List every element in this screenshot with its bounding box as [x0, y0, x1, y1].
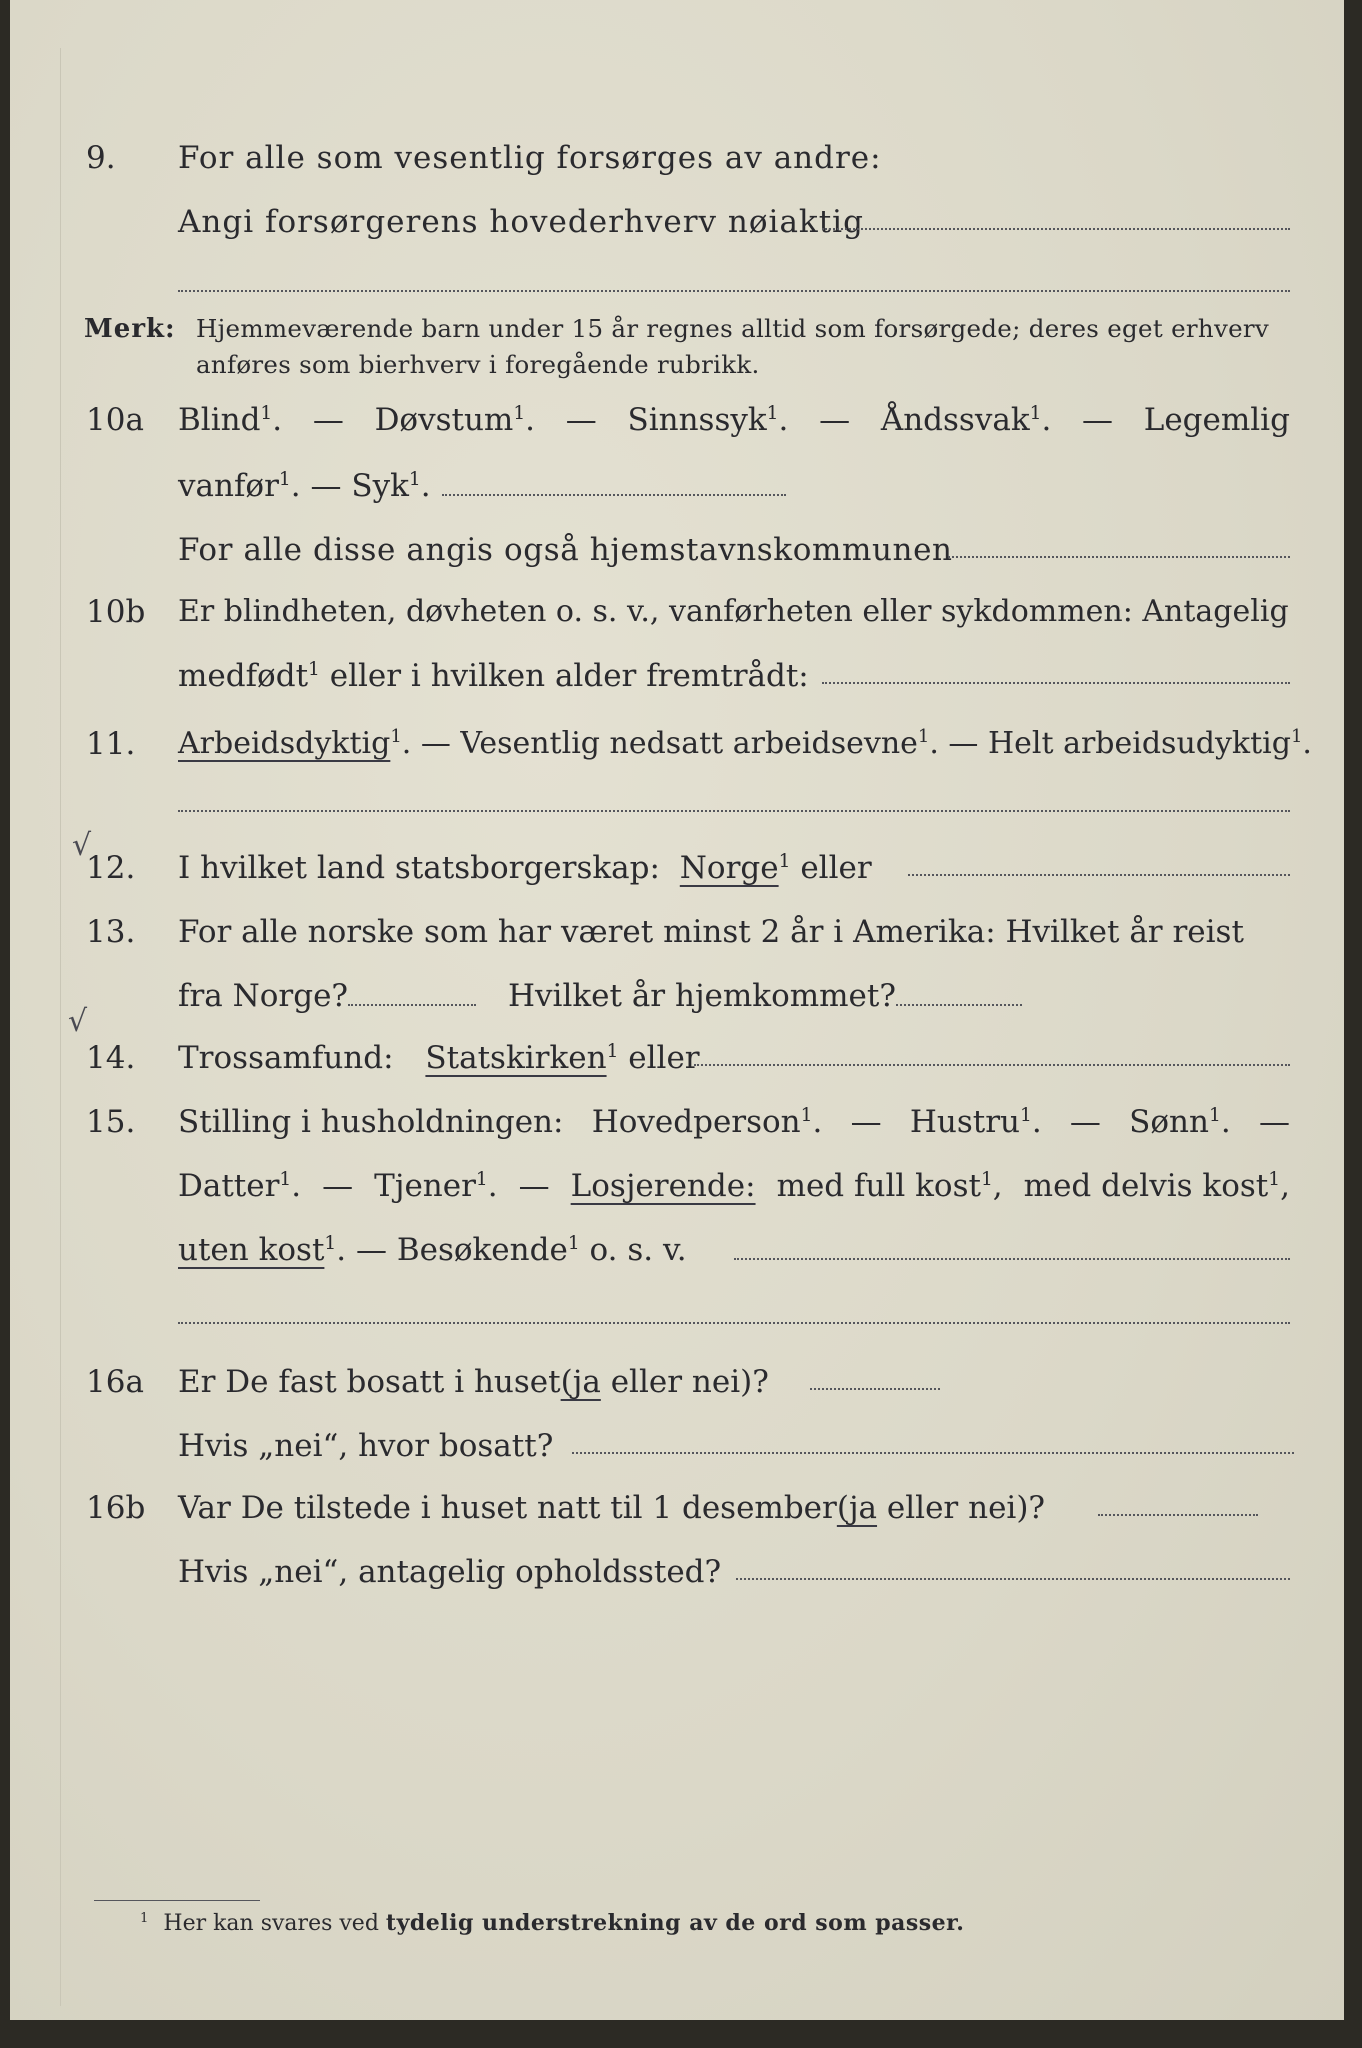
- q15-uten-kost-option[interactable]: uten kost: [178, 1232, 325, 1268]
- q14-statskirken-option[interactable]: Statskirken: [425, 1040, 607, 1076]
- q15-answer-line[interactable]: [734, 1258, 1290, 1260]
- census-form-page: [10, 0, 1344, 2020]
- q10a-line3: For alle disse angis også hjemstavnskommunen: [178, 532, 953, 568]
- q13-hjemkommet: Hvilket år hjemkommet?: [508, 978, 896, 1014]
- q10a-sinnssyk-option[interactable]: Sinnssyk$^1$.: [627, 402, 789, 438]
- q13-line1: For alle norske som har været minst 2 år i Amerika: Hvilket år reist: [178, 914, 1244, 950]
- q10a-line1: Blind$^1$. — Døvstum$^1$. — Sinnssyk$^1$. — Åndssvak$^1$. — Legemlig: [178, 402, 1290, 438]
- q16b-line2: Hvis „nei“, antagelig opholdssted?: [178, 1554, 722, 1590]
- merk-line2: anføres som bierhverv i foregående rubrikk.: [196, 350, 760, 379]
- q15-line3: uten kost$^1$. — Besøkende$^1$ o. s. v.: [178, 1232, 687, 1268]
- q9-line2: Angi forsørgerens hovederhverv nøiaktig: [178, 204, 864, 240]
- q13-hjem-answer-line[interactable]: [896, 1004, 1022, 1006]
- q15-hovedperson-option[interactable]: Hovedperson$^1$.: [591, 1104, 823, 1140]
- q10a-line2: vanfør$^1$. — Syk$^1$.: [178, 468, 431, 504]
- q10b-answer-line[interactable]: [822, 682, 1290, 684]
- q16b-line1: Var De tilstede i huset natt til 1 desember(ja eller nei)?: [178, 1490, 1046, 1526]
- q14-answer-line[interactable]: [694, 1064, 1290, 1066]
- q16a-number: 16a: [86, 1364, 144, 1400]
- q10a-dovstum-option[interactable]: Døvstum$^1$.: [374, 402, 536, 438]
- q14-line: Trossamfund: Statskirken$^1$ eller: [178, 1040, 700, 1076]
- q15-hustru-option[interactable]: Hustru$^1$.: [909, 1104, 1042, 1140]
- q9-line1: For alle som vesentlig forsørges av andre:: [178, 140, 882, 176]
- q15-datter-option[interactable]: Datter$^1$.: [178, 1168, 302, 1204]
- q15-number: 15.: [86, 1104, 136, 1140]
- q16b-ja-option[interactable]: (ja: [836, 1490, 878, 1526]
- q10a-number: 10a: [86, 402, 144, 438]
- q10b-number: 10b: [86, 594, 146, 630]
- footnote: $^1$ Her kan svares ved tydelig understrekning av de ord som passer.: [140, 1910, 965, 1936]
- q10a-andssvak-option[interactable]: Åndssvak$^1$.: [880, 402, 1052, 438]
- q16a-line2: Hvis „nei“, hvor bosatt?: [178, 1428, 554, 1464]
- q16a-line1: Er De fast bosatt i huset(ja eller nei)?: [178, 1364, 769, 1400]
- q12-line: I hvilket land statsborgerskap: Norge$^1$ eller: [178, 850, 872, 886]
- q15-tjener-option[interactable]: Tjener$^1$.: [374, 1168, 498, 1204]
- q11-arbeidsdyktig-option[interactable]: Arbeidsdyktig: [178, 726, 391, 761]
- q15-besokende-option[interactable]: Besøkende$^1$: [396, 1232, 580, 1268]
- q16a-ja-option[interactable]: (ja: [560, 1364, 601, 1400]
- q11-udyktig-option[interactable]: Helt arbeidsudyktig$^1$: [987, 726, 1303, 761]
- q16b-opholdssted-answer-line[interactable]: [736, 1578, 1290, 1580]
- q15-full-kost-option[interactable]: med full kost$^1$,: [776, 1168, 1003, 1204]
- q14-number: 14.: [86, 1040, 136, 1076]
- q16b-number: 16b: [86, 1490, 146, 1526]
- q15-line1: Stilling i husholdningen: Hovedperson$^1$. — Hustru$^1$. — Sønn$^1$. —: [178, 1104, 1290, 1140]
- q16a-bosatt-answer-line[interactable]: [572, 1452, 1294, 1454]
- q11-nedsatt-option[interactable]: Vesentlig nedsatt arbeidsevne$^1$: [460, 726, 930, 761]
- checkmark-icon: √: [68, 1004, 88, 1039]
- checkmark-icon: √: [72, 828, 92, 863]
- merk-label: Merk:: [84, 314, 176, 344]
- merk-line1: Hjemmeværende barn under 15 år regnes alltid som forsørgede; deres eget erhverv: [196, 314, 1270, 343]
- q9-number: 9.: [86, 140, 116, 176]
- footnote-rule: [94, 1900, 260, 1901]
- q12-number: 12.: [86, 850, 136, 886]
- q10a-vanfor-option[interactable]: vanfør$^1$.: [178, 468, 301, 504]
- q16a-answer-line[interactable]: [810, 1388, 940, 1390]
- q9-answer-line-2[interactable]: [178, 290, 1290, 292]
- q15-answer-line-2[interactable]: [178, 1322, 1290, 1324]
- q10a-legemlig-text: Legemlig: [1143, 402, 1290, 438]
- q10a-syk-option[interactable]: Syk$^1$.: [351, 468, 431, 504]
- q13-fra-norge: fra Norge?: [178, 978, 349, 1014]
- q12-answer-line[interactable]: [908, 874, 1290, 876]
- q10b-medfodt-option[interactable]: medfødt$^1$: [178, 658, 320, 694]
- q15-losjerende-option[interactable]: Losjerende:: [570, 1168, 756, 1204]
- q9-answer-line[interactable]: [822, 228, 1290, 230]
- q15-sonn-option[interactable]: Sønn$^1$.: [1129, 1104, 1231, 1140]
- q11-number: 11.: [86, 726, 136, 762]
- q10a-syk-answer-line[interactable]: [442, 494, 786, 496]
- q16b-answer-line[interactable]: [1098, 1514, 1258, 1516]
- q10a-blind-option[interactable]: Blind$^1$.: [178, 402, 283, 438]
- q15-delvis-kost-option[interactable]: med delvis kost$^1$,: [1023, 1168, 1290, 1204]
- q10b-line1: Er blindheten, døvheten o. s. v., vanførheten eller sykdommen: Antagelig: [178, 594, 1289, 629]
- q11-answer-line[interactable]: [178, 810, 1290, 812]
- q13-number: 13.: [86, 914, 136, 950]
- q11-line: Arbeidsdyktig$^1$. — Vesentlig nedsatt arbeidsevne$^1$. — Helt arbeidsudyktig$^1$.: [178, 726, 1312, 761]
- q12-norge-option[interactable]: Norge: [679, 850, 779, 886]
- q10b-line2: medfødt$^1$ eller i hvilken alder fremtrådt:: [178, 658, 809, 694]
- q13-fra-answer-line[interactable]: [348, 1004, 476, 1006]
- q10a-hjemstavn-answer-line[interactable]: [948, 556, 1290, 558]
- q15-line2: Datter$^1$. — Tjener$^1$. — Losjerende: med full kost$^1$, med delvis kost$^1$,: [178, 1168, 1290, 1204]
